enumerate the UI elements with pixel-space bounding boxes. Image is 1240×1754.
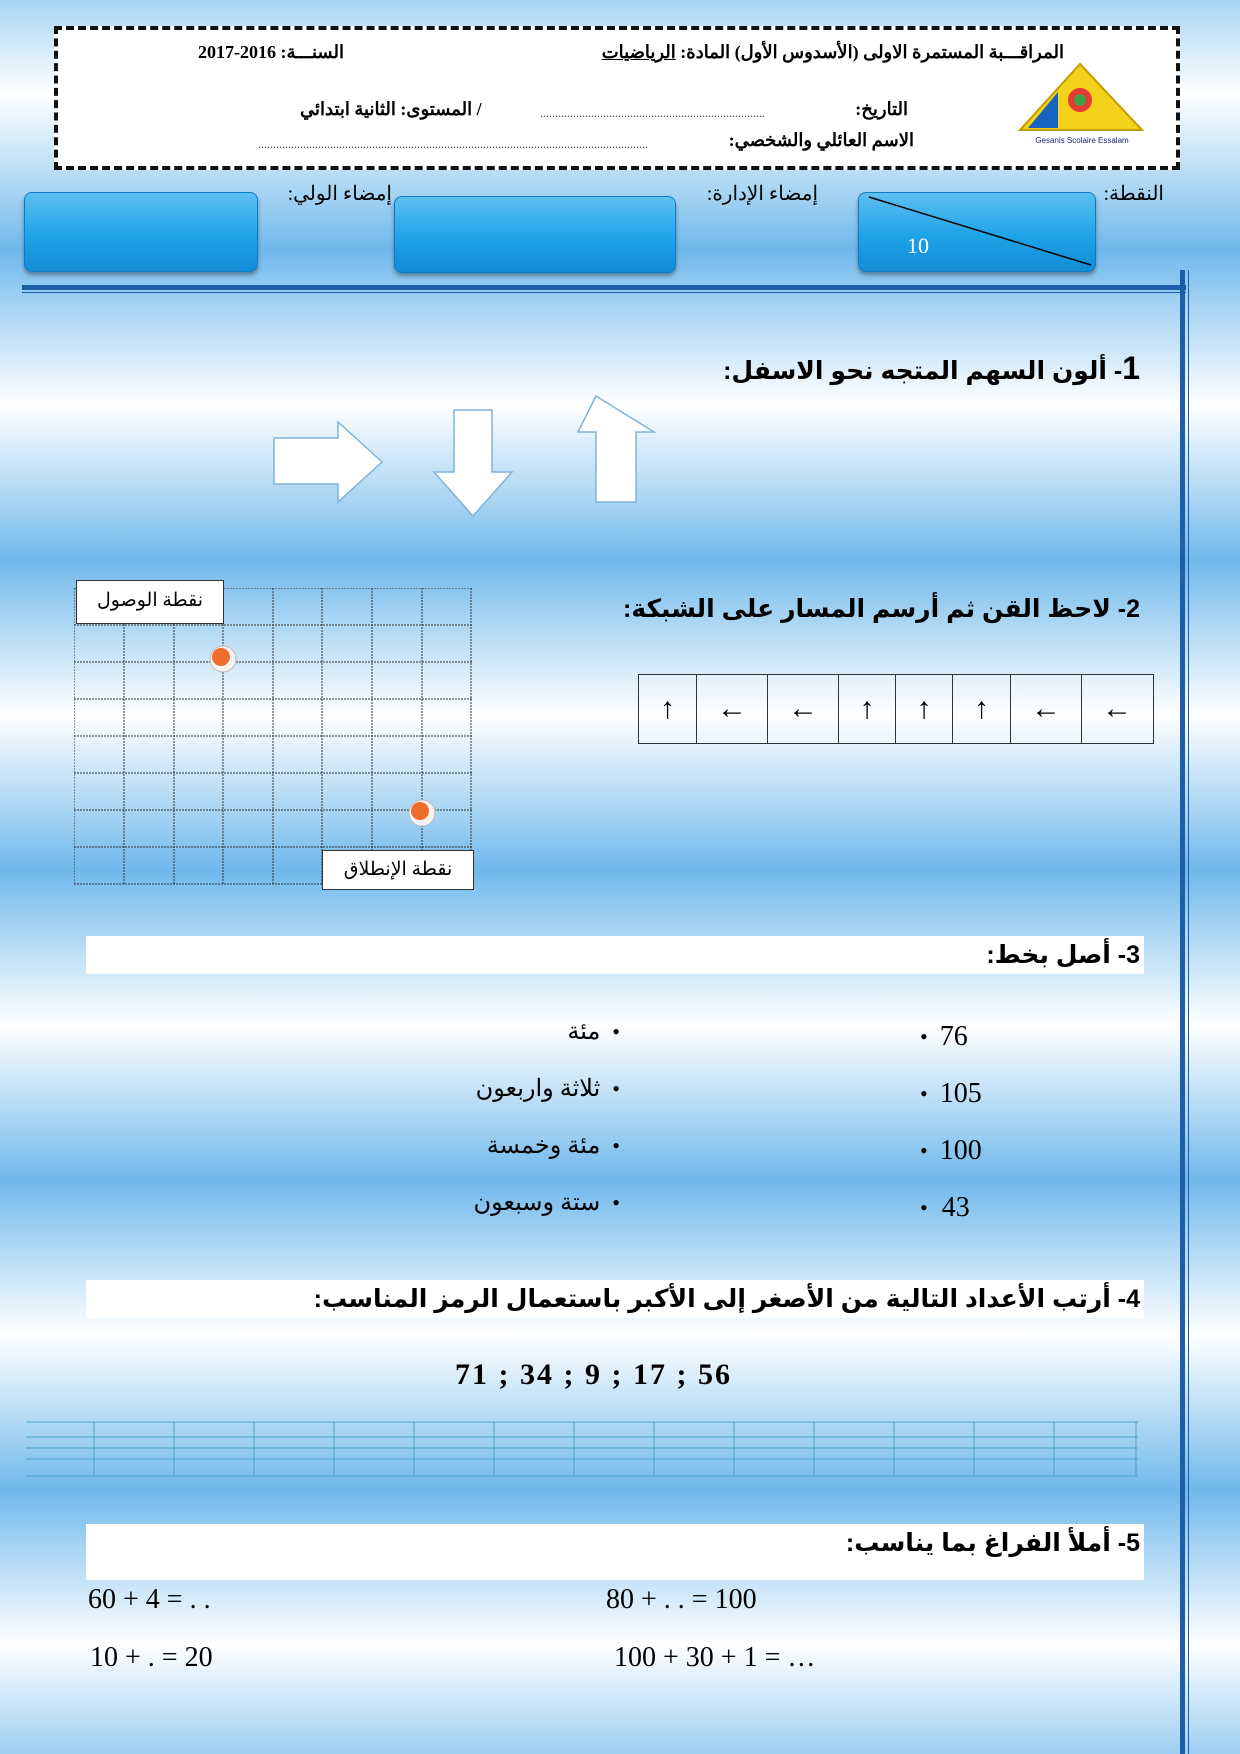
exam-title	[602, 42, 1064, 63]
bullet-icon: •	[612, 1189, 620, 1215]
up-arrow-icon: ↑	[859, 692, 875, 725]
start-dot	[409, 800, 435, 826]
code-cell	[1010, 675, 1081, 743]
score-box[interactable]	[858, 192, 1096, 272]
year-value: 2016-2017	[198, 42, 276, 62]
parent-signature-label: إمضاء الولي:	[287, 183, 392, 205]
right-rule-thin	[1188, 270, 1189, 1754]
code-strip	[638, 674, 1154, 744]
name-label: الاسم العائلي والشخصي:	[728, 130, 914, 150]
q3-title: 3- أصل بخط:	[986, 941, 1140, 969]
match-number: 105	[939, 1077, 982, 1109]
score-diagonal	[859, 193, 1095, 271]
right-arrow[interactable]	[274, 422, 382, 502]
bullet-icon: •	[920, 1137, 928, 1163]
arrows-to-color	[270, 392, 670, 522]
match-word: ثلاثة واربعون	[475, 1076, 601, 1102]
code-cell	[895, 675, 952, 743]
equation-3[interactable]: 10 + . = 20	[90, 1642, 213, 1673]
q1-text: - ألون السهم المتجه نحو الاسفل:	[723, 357, 1123, 385]
code-cell	[639, 675, 696, 743]
start-label: نقطة الإنطلاق	[322, 850, 474, 890]
match-number: 43	[941, 1191, 970, 1223]
match-item[interactable]	[920, 1008, 1040, 1065]
q1-number: 1	[1122, 350, 1140, 386]
left-arrow-icon: ←	[1102, 692, 1132, 725]
right-rule	[1180, 270, 1185, 1754]
match-item[interactable]	[920, 1065, 1040, 1122]
name-field[interactable]: ..................................................................................................................................	[258, 137, 648, 151]
top-rule	[22, 285, 1186, 290]
up-arrow[interactable]	[578, 396, 654, 502]
match-number: 76	[939, 1020, 968, 1052]
left-arrow-icon: ←	[788, 692, 818, 725]
bullet-icon: •	[920, 1023, 928, 1049]
bullet-icon: •	[920, 1194, 928, 1220]
subject-name: الرياضيات	[601, 42, 676, 62]
match-word: ستة وسبعون	[473, 1190, 601, 1216]
match-words	[380, 1003, 620, 1231]
date-field[interactable]: ...........................................................................	[540, 106, 765, 120]
parent-signature-box[interactable]	[24, 192, 258, 272]
bullet-icon: •	[612, 1075, 620, 1101]
match-item[interactable]	[920, 1122, 1040, 1179]
bullet-icon: •	[612, 1018, 620, 1044]
q1-title	[723, 350, 1140, 387]
match-item[interactable]	[380, 1117, 620, 1174]
q4-title: 4- أرتب الأعداد التالية من الأصغر إلى الأكبر باستعمال الرمز المناسب:	[313, 1285, 1140, 1313]
bullet-icon: •	[612, 1132, 620, 1158]
match-number: 100	[939, 1134, 982, 1166]
score-label: النقطة:	[1103, 183, 1164, 205]
up-arrow-icon: ↑	[916, 692, 932, 725]
code-cell	[952, 675, 1010, 743]
bullet-icon: •	[920, 1080, 928, 1106]
match-item[interactable]	[380, 1060, 620, 1117]
score-total: 10	[907, 233, 929, 258]
equation-4[interactable]: 100 + 30 + 1 = …	[614, 1642, 816, 1673]
match-item[interactable]	[380, 1003, 620, 1060]
match-item[interactable]	[920, 1179, 1040, 1236]
code-cell	[1081, 675, 1152, 743]
top-rule-thin	[22, 292, 1186, 293]
match-word: مئة	[567, 1019, 601, 1045]
admin-signature-box[interactable]	[394, 196, 676, 273]
year-label: السنـــة:	[280, 42, 344, 62]
logo-caption: Gesanis Scolaire Essalam	[1035, 136, 1129, 145]
exam-title-text: المراقـــبة المستمرة الاولى (الأسدوس الأول) المادة:	[680, 42, 1064, 62]
arrival-label: نقطة الوصول	[76, 580, 224, 624]
code-cell	[696, 675, 767, 743]
match-word: مئة وخمسة	[486, 1133, 601, 1159]
up-arrow-icon: ↑	[660, 692, 675, 725]
school-year	[198, 42, 344, 63]
number-sequence: 71 ; 34 ; 9 ; 17 ; 56	[455, 1358, 732, 1391]
equation-2[interactable]: 80 + . . = 100	[606, 1584, 757, 1615]
left-arrow-icon: ←	[717, 692, 747, 725]
match-numbers	[920, 1008, 1040, 1236]
school-logo	[1018, 62, 1146, 148]
down-arrow[interactable]	[434, 410, 512, 516]
date-label: التاريخ:	[855, 99, 908, 119]
admin-signature-label: إمضاء الإدارة:	[706, 183, 818, 205]
code-cell	[767, 675, 838, 743]
path-grid[interactable]	[74, 588, 474, 888]
up-arrow-icon: ↑	[974, 692, 989, 725]
code-cell	[838, 675, 895, 743]
q3-title-band	[86, 936, 1144, 974]
level-text: / المستوى: الثانية ابتدائي	[300, 99, 482, 119]
equation-1[interactable]: 60 + 4 = . .	[88, 1584, 211, 1615]
q5-title: 5- أملأ الفراغ بما يناسب:	[845, 1529, 1140, 1557]
arrival-dot	[210, 646, 236, 672]
writing-lines[interactable]	[26, 1420, 1140, 1480]
left-arrow-icon: ←	[1031, 692, 1061, 725]
q2-title: 2- لاحظ القن ثم أرسم المسار على الشبكة:	[623, 595, 1140, 623]
match-item[interactable]	[380, 1174, 620, 1231]
